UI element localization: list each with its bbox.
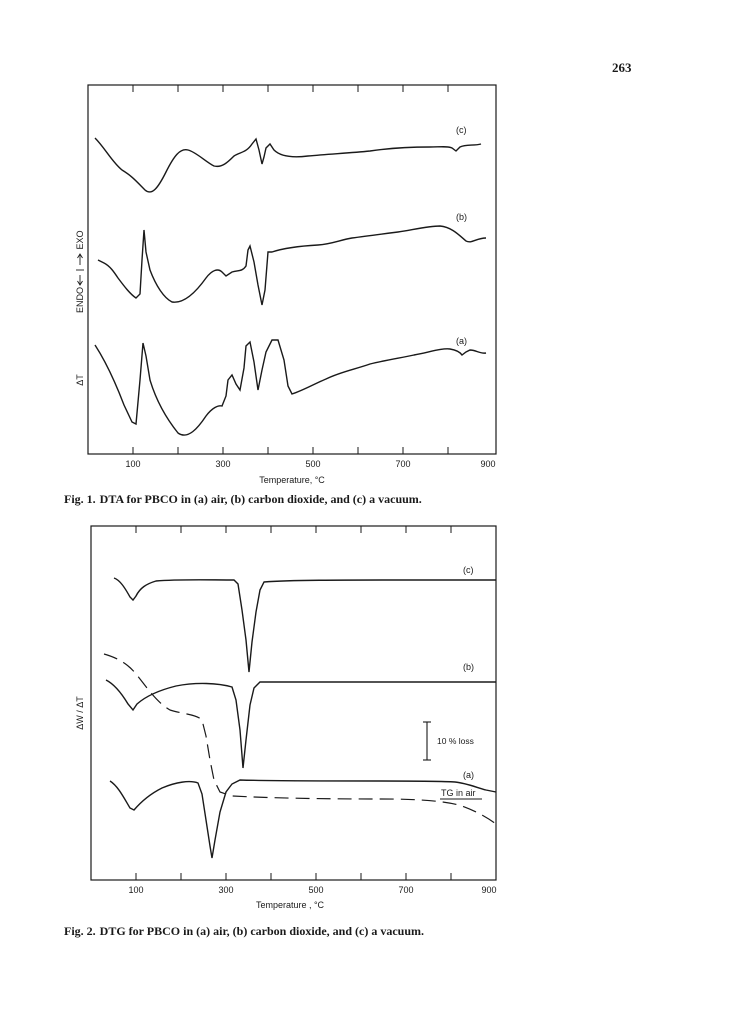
- fig2-tick-500: 500: [308, 885, 324, 895]
- figure-1-caption: [64, 492, 422, 507]
- fig2-curve-a: [110, 780, 496, 858]
- fig1-curve-a: [95, 340, 486, 435]
- fig1-ylabel-group: [75, 230, 85, 385]
- fig2-label-b: (b): [463, 662, 474, 672]
- fig2-scale-label: 10 % loss: [437, 736, 474, 746]
- fig2-tick-900: 900: [481, 885, 497, 895]
- fig1-exo-label: EXO: [75, 230, 85, 250]
- fig2-plot-frame: [91, 526, 496, 880]
- fig1-label-a: (a): [456, 336, 467, 346]
- fig1-xlabel: Temperature, °C: [259, 475, 325, 485]
- fig1-label-c: (c): [456, 125, 467, 135]
- fig2-xlabel: Temperature , °C: [255, 900, 325, 910]
- page-number: 263: [612, 60, 632, 75]
- fig1-tick-100: 100: [125, 459, 141, 469]
- figure-1-dta: [0, 0, 729, 505]
- fig2-tick-100: 100: [128, 885, 144, 895]
- fig2-label-c: (c): [463, 565, 474, 575]
- figure-1-number: Fig. 1.: [64, 492, 96, 506]
- fig2-bottom-ticks: [136, 873, 451, 880]
- fig1-curve-b: [98, 226, 486, 305]
- fig2-top-ticks: [136, 526, 451, 533]
- fig1-tick-900: 900: [480, 459, 496, 469]
- figure-2-caption-text: DTG for PBCO in (a) air, (b) carbon dioxide, and (c) a vacuum.: [99, 924, 425, 938]
- figure-2-number: Fig. 2.: [64, 924, 96, 938]
- fig2-tick-300: 300: [218, 885, 234, 895]
- fig1-tick-500: 500: [305, 459, 321, 469]
- fig1-tick-300: 300: [215, 459, 231, 469]
- fig1-tick-700: 700: [395, 459, 411, 469]
- fig1-endo-label: ENDO: [75, 286, 85, 314]
- fig1-curve-c: [95, 138, 481, 192]
- fig2-tick-700: 700: [398, 885, 414, 895]
- fig1-ylabel: ΔT: [75, 374, 85, 386]
- fig1-label-b: (b): [456, 212, 467, 222]
- fig2-curve-b: [106, 680, 496, 768]
- figure-1-caption-text: DTA for PBCO in (a) air, (b) carbon dioxide, and (c) a vacuum.: [99, 492, 422, 506]
- fig2-curve-c: [114, 578, 496, 672]
- fig1-top-ticks: [133, 85, 448, 92]
- fig2-ylabel: ΔW / ΔT: [75, 696, 85, 730]
- fig2-tg-label: TG in air: [441, 788, 476, 798]
- figure-2-caption: [64, 924, 424, 939]
- fig2-scale-bar: [423, 722, 431, 760]
- fig1-bottom-ticks: [133, 447, 448, 454]
- fig2-label-a: (a): [463, 770, 474, 780]
- figure-2-dtg: [0, 510, 729, 930]
- fig2-ylabel-group: [75, 696, 85, 730]
